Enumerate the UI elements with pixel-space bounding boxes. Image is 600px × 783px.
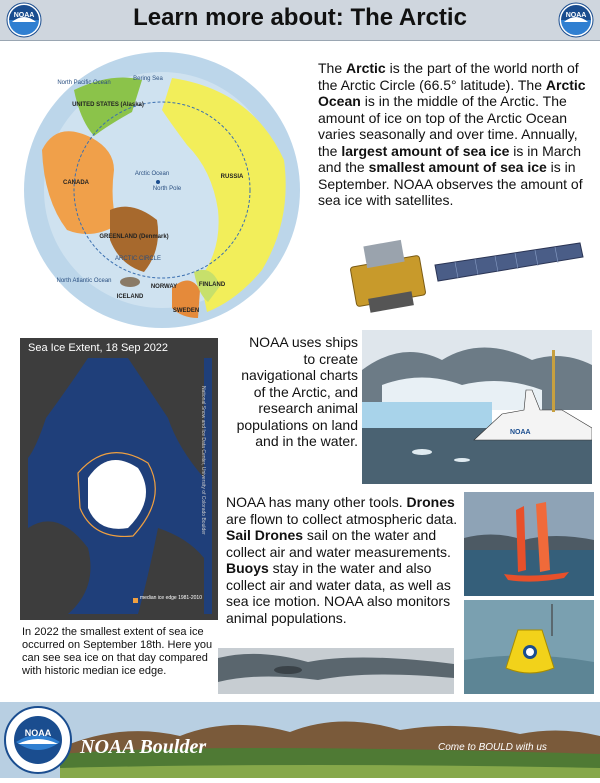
svg-text:FINLAND: FINLAND [198, 282, 226, 288]
svg-text:NORWAY: NORWAY [150, 284, 178, 290]
intro-paragraph: The Arctic is the part of the world north of the Arctic Circle (66.5° latitude). The Arctic Ocean is in the middle of the Arctic. The amount of ice on top of the Arctic Ocean varies seasonally and over time. Annually, the largest amount of sea ice is in March and the smallest amount of sea ice is in September. NOAA observes the amount of sea ice with satellites. [318, 60, 586, 208]
noaa-seal-icon [4, 706, 72, 774]
svg-text:North Atlantic Ocean: North Atlantic Ocean [56, 278, 112, 284]
arctic-map [22, 50, 302, 330]
noaa-logo-right [558, 2, 594, 38]
sea-ice-caption: In 2022 the smallest extent of sea ice occurred on September 18th. Here you can see sea ice on that day compared with historic median ice edge. [22, 626, 213, 677]
svg-text:North Pacific Ocean: North Pacific Ocean [57, 80, 111, 86]
sea-ice-map [28, 358, 212, 614]
ice-floe-photo [218, 648, 454, 694]
sea-ice-legend: median ice edge 1981-2010 [140, 595, 202, 601]
sea-ice-credit: National Snow and Ice Data Center, University of Colorado Boulder [200, 386, 206, 535]
ships-paragraph: NOAA uses ships to create navigational charts of the Arctic, and research animal populations on land and in the water. [236, 334, 358, 449]
iceland-region [120, 277, 140, 287]
svg-text:NOAA: NOAA [13, 12, 35, 19]
svg-text:NOAA: NOAA [565, 12, 587, 19]
page-title: Learn more about: The Arctic [133, 4, 467, 31]
svg-text:NOAA: NOAA [24, 728, 52, 738]
sea-ice-extent-panel [20, 338, 218, 620]
svg-text:CANADA: CANADA [63, 180, 89, 186]
svg-text:SWEDEN: SWEDEN [172, 308, 200, 314]
svg-text:NOAA: NOAA [510, 429, 531, 436]
svg-text:RUSSIA: RUSSIA [220, 174, 244, 180]
svg-text:UNITED STATES (Alaska): UNITED STATES (Alaska) [72, 102, 144, 108]
svg-text:North Pole: North Pole [152, 186, 182, 192]
saildrone-photo [464, 492, 594, 596]
svg-text:ICELAND: ICELAND [116, 294, 144, 300]
tools-paragraph: NOAA has many other tools. Drones are flown to collect atmospheric data. Sail Drones sail on the water and collect air and water measurements. Buoys stay in the water and also collect air and water data, as well as sea ice motion. NOAA also monitors animal populations. [226, 494, 458, 626]
svg-text:Arctic Ocean: Arctic Ocean [134, 171, 170, 177]
banner-tagline: Come to BOULD with us [438, 742, 547, 753]
buoy-photo [464, 600, 594, 694]
svg-text:ARCTIC CIRCLE: ARCTIC CIRCLE [114, 256, 162, 262]
svg-text:GREENLAND (Denmark): GREENLAND (Denmark) [99, 234, 169, 240]
satellite-image [345, 235, 585, 315]
sea-ice-title: Sea Ice Extent, 18 Sep 2022 [28, 342, 169, 354]
svg-text:Bering Sea: Bering Sea [133, 76, 163, 82]
ship-photo [362, 330, 592, 484]
banner-title: NOAA Boulder [80, 736, 207, 758]
